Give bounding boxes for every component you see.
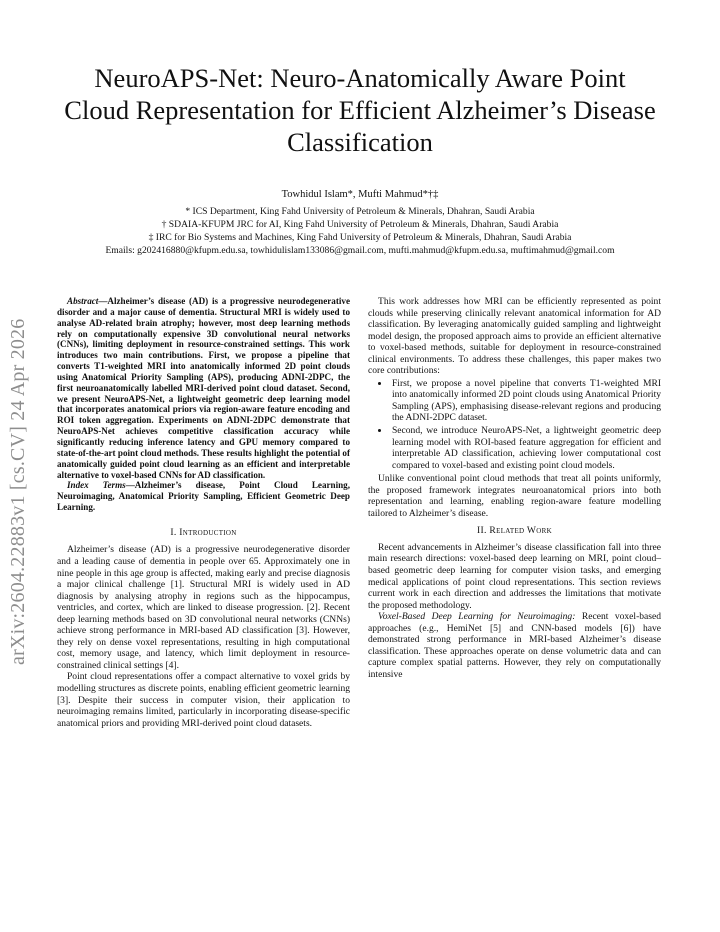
intro-paragraph-1: Alzheimer’s disease (AD) is a progressive neurodegenerative disorder and a leading cause of dementia in people over 65. Approximately one in nine people in this age group is affected, making early and precise diagnosis a major clinical challenge [1]. Structural MRI is widely used in AD diagnosis by analysing atrophy in regions such as the hippocampus, ventricles, and cortex, which are linked to disease progression. [2]. Recent deep learning methods based on 3D convolutional neural networks (CNNs) achieve strong performance in MRI-based AD classification [3]. However, they rely on dense voxel representations, resulting in high computational cost, memory usage, and latency, which limit deployment in resource-constrained clinical settings [4]. [57,544,350,671]
intro-paragraph-4: Unlike conventional point cloud methods that treat all points uniformly, the proposed framework integrates neuroanatomical priors into both representation and learning, enabling region-aware feature modelling tailored to Alzheimer’s disease. [368,473,661,519]
affiliation-2: † SDAIA-KFUPM JRC for AI, King Fahd University of Petroleum & Minerals, Dhahran, Saudi Arabia [161,219,559,230]
index-terms-text: Alzheimer’s disease, Point Cloud Learning, Neuroimaging, Anatomical Priority Sampling, Efficient Geometric Deep Learning. [57,480,350,513]
section-heading-introduction: I. Introduction [170,526,237,538]
index-terms-label: Index Terms [67,480,126,491]
contribution-item-2: • Second, we introduce NeuroAPS-Net, a lightweight geometric deep learning model with ROI-based feature aggregation for efficient and interpretable AD classification, achieving lower computational cost compared to voxel-based and existing point cloud models. [390,425,661,471]
author-emails: Emails: g202416880@kfupm.edu.sa, towhidulislam133086@gmail.com, mufti.mahmud@kfupm.edu.sa, muftimahmud@gmail.com [105,245,615,256]
contribution-list [368,378,661,471]
abstract-text: Alzheimer’s disease (AD) is a progressive neurodegenerative disorder and a major cause of dementia. Structural MRI is widely used to analyse AD-related brain atrophy; however, most deep learning methods rely on computationally expensive 3D convolutional neural networks (CNNs), limiting deployment in resource-constrained settings. This work introduces two main contributions. First, we propose a pipeline that converts T1-weighted MRI into anatomically informed 2D point clouds using Anatomical Priority Sampling (APS), producing ADNI-2DPC, the first neuroanatomically labelled MRI-derived point cloud dataset. Second, we present NeuroAPS-Net, a lightweight geometric deep learning model that incorporates anatomical priors via region-aware feature encoding and ROI token aggregation. Experiments on ADNI-2DPC demonstrate that NeuroAPS-Net achieves competitive classification accuracy while significantly reducing inference latency and GPU memory compared to state-of-the-art point cloud methods. These results highlight the potential of anatomically guided point cloud learning as an efficient and interpretable alternative to voxel-based CNNs for AD classification. [57,296,350,480]
section-heading-related-work: II. Related Work [477,525,552,537]
intro-paragraph-3: This work addresses how MRI can be efficiently represented as point clouds while preserving clinically relevant anatomical information for AD classification. By leveraging anatomically guided sampling and lightweight model design, the proposed approach aims to provide an efficient alternative to voxel-based methods, suitable for deployment in resource-constrained clinical environments. To address these challenges, this paper makes two core contributions: [368,296,661,377]
author-list: Towhidul Islam*, Mufti Mahmud*†‡ [281,189,439,200]
related-paragraph-1: Recent advancements in Alzheimer’s disease classification fall into three main research directions: voxel-based deep learning on MRI, point cloud–based geometric deep learning for computer vision tasks, and emerging medical applications of point cloud representations. This section reviews current work in each direction and addresses the limitations that motivate the proposed methodology. [368,541,661,611]
subsection-label-voxel: Voxel-Based Deep Learning for Neuroimaging: [378,611,576,623]
index-terms: Index Terms—Alzheimer’s disease, Point Cloud Learning, Neuroimaging, Anatomical Priority Sampling, Efficient Geometric Deep Learning. [57,480,350,513]
related-paragraph-2 [368,611,661,680]
arxiv-identifier: arXiv:2604.22883v1 [cs.CV] 24 Apr 2026 [7,318,29,665]
abstract: Abstract—Alzheimer’s disease (AD) is a progressive neurodegenerative disorder and a major cause of dementia. Structural MRI is widely used to analyse AD-related brain atrophy; however, most deep learning methods rely on computationally expensive 3D convolutional neural networks (CNNs), limiting deployment in resource-constrained settings. This work introduces two main contributions. First, we propose a pipeline that converts T1-weighted MRI into anatomically informed 2D point clouds using Anatomical Priority Sampling (APS), producing ADNI-2DPC, the first neuroanatomically labelled MRI-derived point cloud dataset. Second, we present NeuroAPS-Net, a lightweight geometric deep learning model that incorporates anatomical priors via region-aware feature encoding and ROI token aggregation. Experiments on ADNI-2DPC demonstrate that NeuroAPS-Net achieves competitive classification accuracy while significantly reducing inference latency and GPU memory compared to state-of-the-art point cloud methods. These results highlight the potential of anatomically guided point cloud learning as an efficient and interpretable alternative to voxel-based CNNs for AD classification. [57,296,350,480]
related-paragraph-2-text: Recent voxel-based approaches (e.g., HemiNet [5] and CNN-based models [6]) have demonstrated strong performance in MRI-based Alzheimer’s disease classification. These approaches operate on dense volumetric data and can capture complex spatial patterns. However, they rely on computationally intensive [368,611,661,680]
left-column [57,296,350,729]
intro-paragraph-2: Point cloud representations offer a compact alternative to voxel grids by modelling structures as discrete points, enabling efficient geometric learning [3]. Despite their success in computer vision, their application to neuroimaging remains limited, particularly in incorporating disease-specific anatomical priors and providing MRI-derived point cloud datasets. [57,671,350,729]
contribution-item-1: • First, we propose a novel pipeline that converts T1-weighted MRI into anatomically informed 2D point clouds using Anatomical Priority Sampling (APS), emphasising disease-relevant regions and producing the ADNI-2DPC dataset. [390,378,661,424]
affiliation-1: * ICS Department, King Fahd University of Petroleum & Minerals, Dhahran, Saudi Arabia [185,206,535,217]
abstract-label: Abstract [67,296,99,306]
right-column [368,296,661,681]
affiliation-3: ‡ IRC for Bio Systems and Machines, King Fahd University of Petroleum & Minerals, Dhahran, Saudi Arabia [148,232,572,243]
paper-title: NeuroAPS-Net: Neuro-Anatomically Aware Point Cloud Representation for Efficient Alzheimer’s Disease Classification [64,63,656,157]
